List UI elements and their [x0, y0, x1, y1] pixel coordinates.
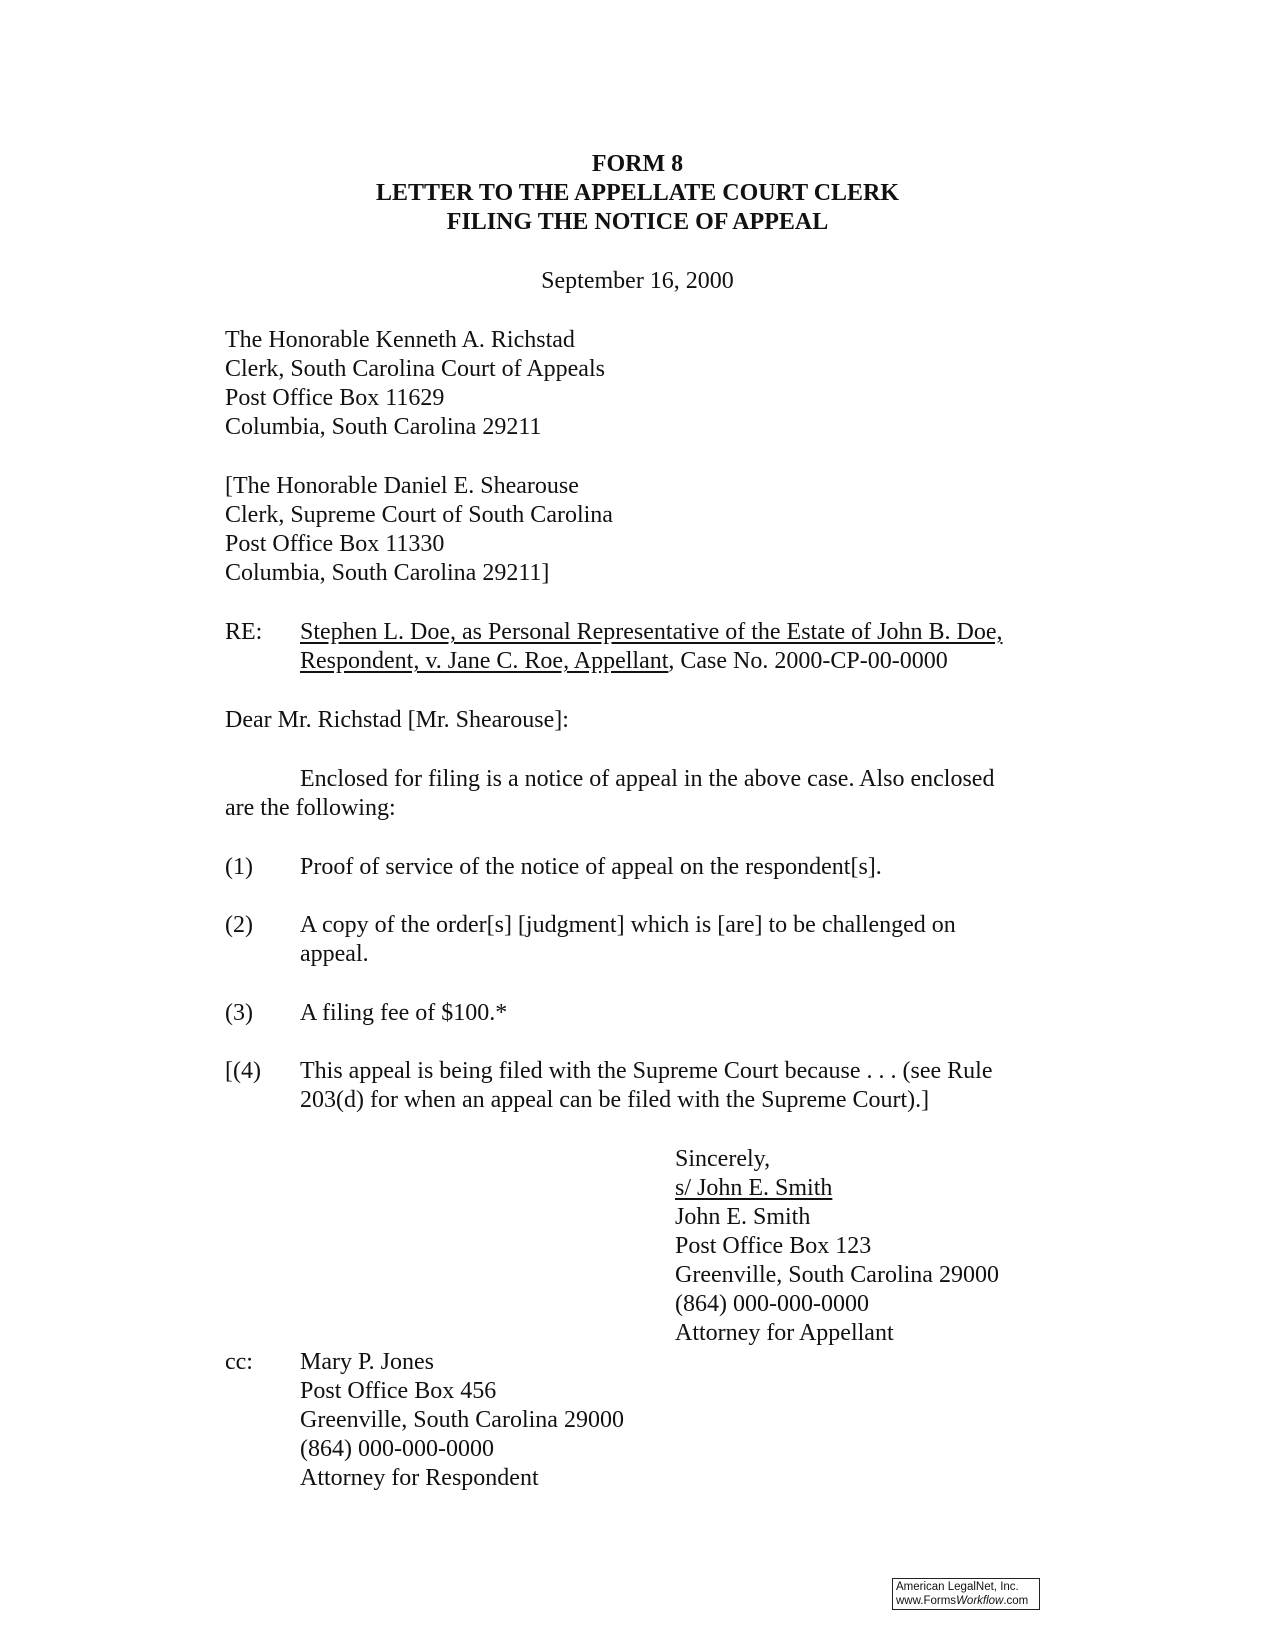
body-paragraph-line-2: are the following:: [225, 795, 396, 821]
url-prefix: www.Forms: [896, 1595, 957, 1607]
cc-role: Attorney for Respondent: [300, 1465, 539, 1491]
cc-phone: (864) 000-000-0000: [300, 1436, 494, 1462]
re-caption-line-1: [300, 618, 1003, 647]
electronic-signature: [675, 1174, 832, 1203]
enclosure-text: appeal.: [300, 941, 369, 967]
form-number: FORM 8: [591, 151, 684, 177]
form-title-line-2: FILING THE NOTICE OF APPEAL: [446, 209, 829, 235]
enclosure-number: (3): [225, 1000, 253, 1026]
enclosure-text: A filing fee of $100.*: [300, 1000, 508, 1026]
enclosure-text: A copy of the order[s] [judgment] which is [are] to be challenged on: [300, 912, 956, 938]
case-caption-part-2: Respondent, v. Jane C. Roe, Appellant: [300, 648, 669, 674]
re-caption-line-2: [300, 647, 948, 676]
enclosure-text: 203(d) for when an appeal can be filed with the Supreme Court).]: [300, 1087, 930, 1113]
signer-phone: (864) 000-000-0000: [675, 1291, 869, 1317]
case-number: , Case No. 2000-CP-00-0000: [668, 648, 948, 674]
publisher-url: [896, 1594, 1036, 1608]
letter-date: September 16, 2000: [541, 268, 734, 294]
signature-text: s/ John E. Smith: [675, 1175, 833, 1201]
cc-name: Mary P. Jones: [300, 1349, 435, 1375]
body-paragraph-line-1: Enclosed for filing is a notice of appeal in the above case. Also enclosed: [300, 766, 995, 792]
address-line: The Honorable Kenneth A. Richstad: [225, 327, 575, 353]
address-line: Clerk, South Carolina Court of Appeals: [225, 356, 605, 382]
re-label: RE:: [225, 619, 263, 645]
publisher-badge: [892, 1578, 1040, 1610]
enclosure-number: [(4): [225, 1058, 261, 1084]
enclosure-text: Proof of service of the notice of appeal on the respondent[s].: [300, 854, 882, 880]
url-italic: Workflow: [956, 1595, 1004, 1607]
address-line: [The Honorable Daniel E. Shearouse: [225, 473, 579, 499]
salutation: Dear Mr. Richstad [Mr. Shearouse]:: [225, 707, 569, 733]
signer-address-1: Post Office Box 123: [675, 1233, 872, 1259]
signer-name: John E. Smith: [675, 1204, 811, 1230]
url-suffix: .com: [1003, 1595, 1029, 1607]
enclosure-number: (1): [225, 854, 253, 880]
address-line: Post Office Box 11629: [225, 385, 445, 411]
cc-address-1: Post Office Box 456: [300, 1378, 497, 1404]
publisher-name: American LegalNet, Inc.: [896, 1581, 1019, 1593]
signer-role: Attorney for Appellant: [675, 1320, 894, 1346]
enclosure-number: (2): [225, 912, 253, 938]
case-caption-part-1: Stephen L. Doe, as Personal Representative of the Estate of John B. Doe,: [300, 619, 1003, 645]
address-line: Columbia, South Carolina 29211]: [225, 560, 550, 586]
cc-address-2: Greenville, South Carolina 29000: [300, 1407, 624, 1433]
address-line: Clerk, Supreme Court of South Carolina: [225, 502, 613, 528]
closing: Sincerely,: [675, 1146, 771, 1172]
form-title-line-1: LETTER TO THE APPELLATE COURT CLERK: [375, 180, 900, 206]
cc-label: cc:: [225, 1349, 253, 1375]
signer-address-2: Greenville, South Carolina 29000: [675, 1262, 999, 1288]
address-line: Post Office Box 11330: [225, 531, 445, 557]
address-line: Columbia, South Carolina 29211: [225, 414, 542, 440]
enclosure-text: This appeal is being filed with the Supreme Court because . . . (see Rule: [300, 1058, 993, 1084]
